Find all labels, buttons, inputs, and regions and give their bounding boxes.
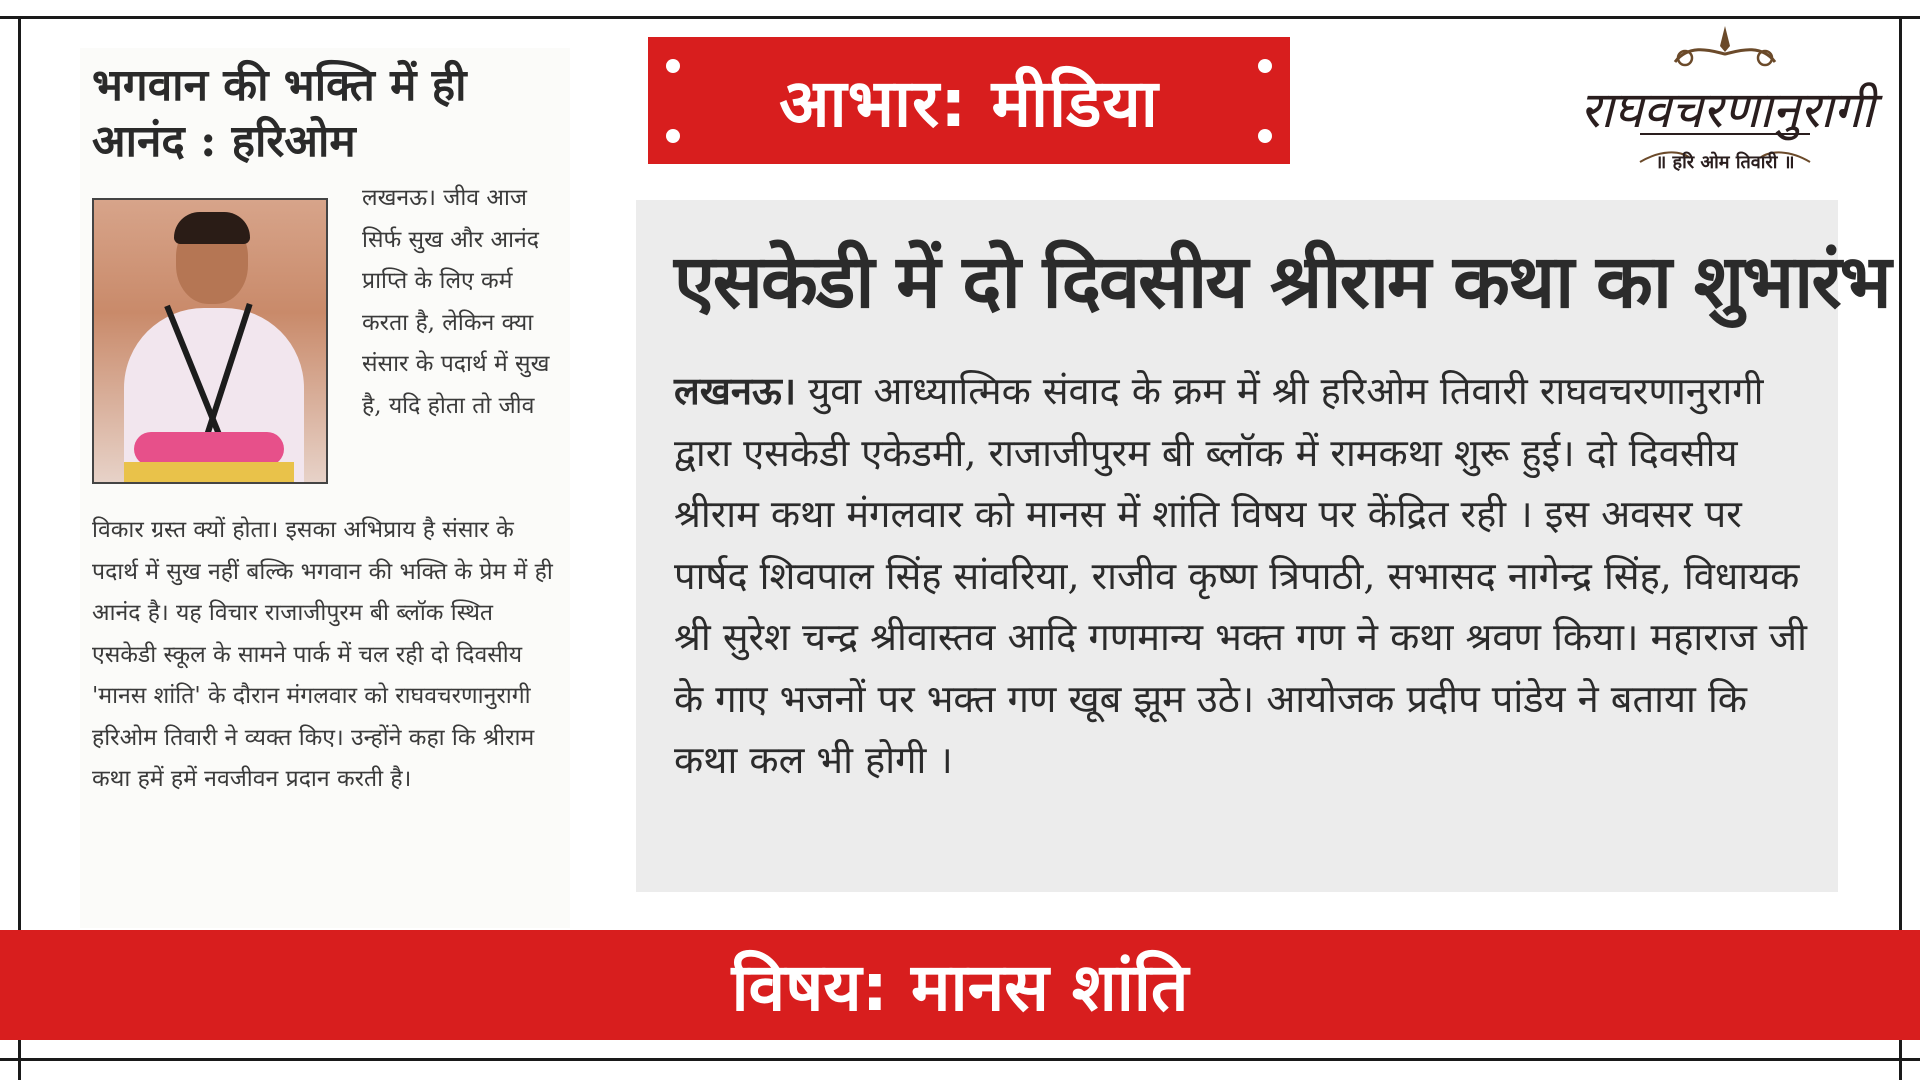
banner-dot xyxy=(1258,59,1272,73)
media-credit-label: आभार: मीडिया xyxy=(779,64,1159,142)
banner-dot xyxy=(666,59,680,73)
brand-logo xyxy=(1580,22,1875,182)
article-title: एसकेडी में दो दिवसीय श्रीराम कथा का शुभारंभ xyxy=(674,239,1890,325)
article-dateline: लखनऊ। xyxy=(674,368,797,413)
topic-label: विषय: मानस शांति xyxy=(731,949,1189,1026)
article-text: युवा आध्यात्मिक संवाद के क्रम में श्री हरिओम तिवारी राघवचरणानुरागी द्वारा एसकेडी एकेडमी, राजाजीपुरम बी ब्लॉक में रामकथा शुरू हुई। दो दिवसीय श्रीराम कथा मंगलवार को मानस में शांति विषय पर केंद्रित रही । इस अवसर पर पार्षद शिवपाल सिंह सांवरिया, राजीव कृष्ण त्रिपाठी, सभासद नागेन्द्र सिंह, विधायक श्री सुरेश चन्द्र श्रीवास्तव आदि गणमान्य भक्त गण ने कथा श्रवण किया। महाराज जी के गाए भजनों पर भक्त गण खूब झूम उठे। आयोजक प्रदीप पांडेय ने बताया कि कथा कल भी होगी । xyxy=(674,369,1807,782)
topic-bar xyxy=(0,930,1920,1040)
banner-dot xyxy=(1258,129,1272,143)
flowers-decoration xyxy=(134,432,284,466)
article-body xyxy=(674,360,1814,792)
frame-top-border xyxy=(0,16,1920,19)
frame-right-border xyxy=(1899,16,1902,1080)
logo-name: राघवचरणानुरागी xyxy=(1580,81,1875,139)
left-news-clipping xyxy=(80,48,570,928)
banner-dot xyxy=(666,129,680,143)
frame-bottom-border xyxy=(0,1058,1920,1061)
speaker-photo xyxy=(92,198,328,484)
media-credit-banner xyxy=(648,37,1290,164)
clipping-text-wide: विकार ग्रस्त क्यों होता। इसका अभिप्राय है संसार के पदार्थ में सुख नहीं बल्कि भगवान की भक्ति के प्रेम में ही आनंद है। यह विचार राजाजीपुरम बी ब्लॉक स्थित एसकेडी स्कूल के सामने पार्क में चल रही दो दिवसीय 'मानस शांति' के दौरान मंगलवार को राघवचरणानुरागी हरिओम तिवारी ने व्यक्त किए। उन्होंने कहा कि श्रीराम कथा हमें हमें नवजीवन प्रदान करती है। xyxy=(92,517,553,792)
logo-subtitle: ॥ हरि ओम तिवारी ॥ xyxy=(1655,152,1795,173)
news-article xyxy=(636,200,1890,892)
photo-hair xyxy=(174,212,250,244)
clipping-headline: भगवान की भक्ति में ही आनंद : हरिओम xyxy=(92,60,467,167)
podium xyxy=(124,462,294,484)
clipping-text-narrow: लखनऊ। जीव आज सिर्फ सुख और आनंद प्राप्ति के लिए कर्म करता है, लेकिन क्या संसार के पदार्थ में सुख है, यदि होता तो जीव xyxy=(362,185,550,419)
frame-left-border xyxy=(18,16,21,1080)
